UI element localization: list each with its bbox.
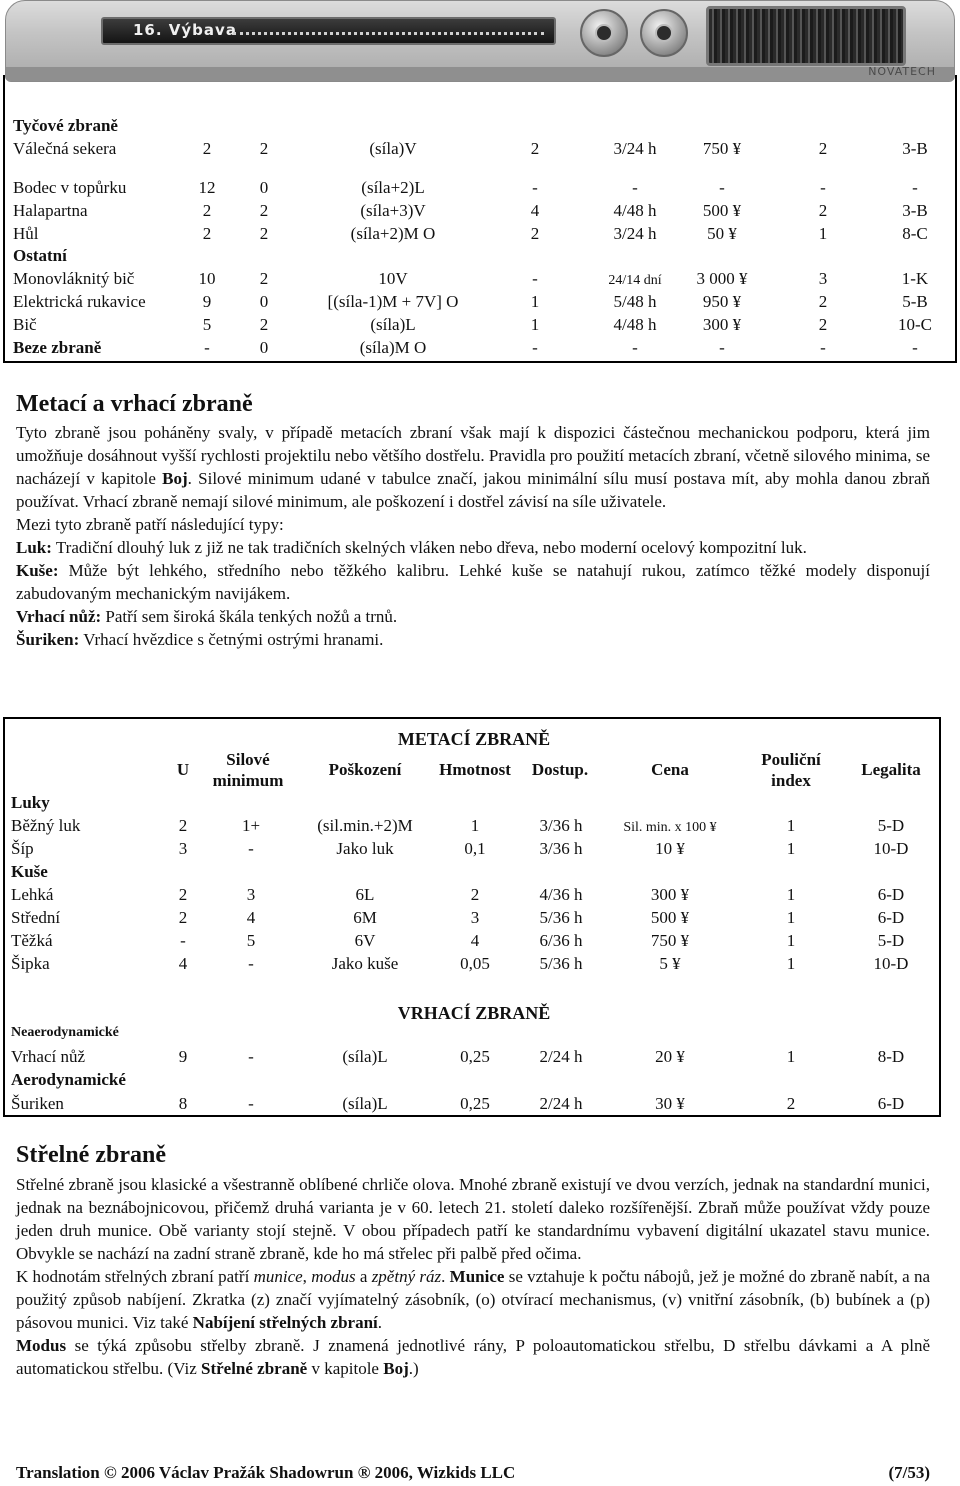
table-cell: 1 <box>530 292 540 311</box>
table-cell: 1 <box>786 816 796 835</box>
table-cell: 3-B <box>902 201 928 220</box>
table-cell: 3/24 h <box>613 139 657 158</box>
table-cell: 5 <box>246 931 256 950</box>
table-cell: 10-D <box>873 839 909 858</box>
table-cell: - <box>532 178 538 197</box>
table-cell: 2 <box>818 201 828 220</box>
table-cell: 10V <box>378 269 408 288</box>
table-cell: 6M <box>353 908 377 927</box>
table-cell: - <box>248 1047 254 1066</box>
table-cell: 2/24 h <box>539 1094 583 1113</box>
table-cell: 6-D <box>877 1094 905 1113</box>
table-cell: 5 ¥ <box>659 954 681 973</box>
table-cell: 750 ¥ <box>702 139 742 158</box>
table-cell: 300 ¥ <box>702 315 742 334</box>
row-label: Vrhací nůž <box>11 1047 86 1066</box>
table-cell: [(síla-1)M + 7V] O <box>327 292 459 311</box>
cross-reference-link: Nabíjení střelných zbraní <box>192 1313 378 1332</box>
table-cell: 20 ¥ <box>655 1047 685 1066</box>
table-cell: - <box>820 178 826 197</box>
table-cell: (síla)L <box>342 1047 388 1066</box>
table-cell: 3/24 h <box>613 224 657 243</box>
table-cell: 5 <box>202 315 212 334</box>
row-label: Běžný luk <box>11 816 81 835</box>
table-cell: 10 ¥ <box>655 839 685 858</box>
row-label: Těžká <box>11 931 53 950</box>
table-cell: 10-D <box>873 954 909 973</box>
table-cell: 3 <box>178 839 188 858</box>
chapter-title-strip <box>101 17 556 45</box>
table-cell: 0 <box>259 292 269 311</box>
table-title-hurl: VRHACÍ ZBRANĚ <box>397 1003 551 1023</box>
table-cell: 6/36 h <box>539 931 583 950</box>
column-header: index <box>771 771 811 790</box>
table-cell: - <box>719 338 725 357</box>
table-cell: 4/36 h <box>539 885 583 904</box>
table-cell: (síla)L <box>370 315 416 334</box>
table-cell: 2 <box>470 885 480 904</box>
table-cell: 4 <box>530 201 540 220</box>
table-cell: 4 <box>178 954 188 973</box>
table-cell: 0,1 <box>464 839 486 858</box>
table-group-heading: Ostatní <box>13 246 67 265</box>
thrown-weapons-text <box>16 421 930 651</box>
row-label: Elektrická rukavice <box>13 292 146 311</box>
table-cell: 1 <box>786 839 796 858</box>
table-cell: (síla)V <box>369 139 417 158</box>
table-cell: 1 <box>786 1047 796 1066</box>
ranged-weapons-table <box>3 717 941 1117</box>
table-cell: 5/48 h <box>613 292 657 311</box>
table-cell: 2 <box>818 315 828 334</box>
table-cell: 8 <box>178 1094 188 1113</box>
table-cell: 1-K <box>901 269 929 288</box>
table-cell: 2 <box>202 139 212 158</box>
list-item: Kuše: Může být lehkého, středního nebo těžkého kalibru. Lehké kuše se natahují rukou, zatímco těžké modely disponují zabudovaným mechanickým navijákem. <box>16 561 930 603</box>
column-header: Cena <box>651 760 689 779</box>
table-cell: 1 <box>530 315 540 334</box>
table-cell: 3 <box>818 269 828 288</box>
table-cell: 3 <box>470 908 480 927</box>
device-screen-image <box>706 6 906 66</box>
chapter-title: 16. Výbava <box>133 21 237 39</box>
table-cell: 950 ¥ <box>702 292 742 311</box>
section-heading-thrown: Metací a vrhací zbraně <box>16 391 253 417</box>
table-cell: - <box>248 839 254 858</box>
table-cell: 8-C <box>902 224 928 243</box>
paragraph: Střelné zbraně jsou klasické a všestranně oblíbené chrliče olova. Mnohé zbraně existují ve dvou verzích, jednak na standardní munici, jednak na beznábojnicovou, přičemž druhá varianta je v 60. letech 21. století daleko rozšířenější. Zbraň může používat vždy pouze jeden druh munice. Obě varianty stojí stejně. V obou případech patří ke standardnímu vybavení digitální ukazatel stavu munice. Obvykle se nachází na zadní straně zbraně, kde ho má střelec při palbě před očima. <box>16 1175 930 1263</box>
table-cell: 500 ¥ <box>650 908 690 927</box>
row-label: Šuriken <box>11 1094 64 1113</box>
table-cell: 300 ¥ <box>650 885 690 904</box>
table-cell: 4/48 h <box>613 201 657 220</box>
table-cell: 12 <box>198 178 216 197</box>
table-cell: - <box>912 338 918 357</box>
section-heading-firearms: Střelné zbraně <box>16 1142 166 1168</box>
column-header: Dostup. <box>531 760 589 779</box>
column-header: Legalita <box>861 760 921 779</box>
column-header: Pouliční <box>761 750 821 769</box>
row-label: Lehká <box>11 885 54 904</box>
melee-weapons-table <box>3 75 957 363</box>
list-item: Šuriken: Vrhací hvězdice s četnými ostrými hranami. <box>16 630 384 649</box>
table-cell: 6-D <box>877 885 905 904</box>
table-group-heading: Kuše <box>11 862 48 881</box>
table-cell: 2 <box>259 315 269 334</box>
table-cell: 9 <box>178 1047 188 1066</box>
table-cell: - <box>248 954 254 973</box>
table-cell: 3/36 h <box>539 816 583 835</box>
column-header: Silové <box>226 750 270 769</box>
table-cell: 1 <box>786 931 796 950</box>
table-cell: (sil.min.+2)M <box>317 816 413 835</box>
table-cell: 0,05 <box>460 954 490 973</box>
table-group-heading: Neaerodynamické <box>11 1025 119 1040</box>
table-cell: - <box>532 269 538 288</box>
table-cell: 3/36 h <box>539 839 583 858</box>
table-cell: 30 ¥ <box>655 1094 685 1113</box>
paragraph: Mezi tyto zbraně patří následující typy: <box>16 515 284 534</box>
table-cell: - <box>204 338 210 357</box>
table-cell: 0 <box>259 178 269 197</box>
table-cell: 2 <box>818 292 828 311</box>
column-header: Hmotnost <box>439 760 511 779</box>
copyright-credit: Translation © 2006 Václav Pražák Shadowrun ® 2006, Wizkids LLC <box>16 1463 516 1482</box>
table-cell: 0,25 <box>460 1047 490 1066</box>
table-cell: 5-D <box>877 816 905 835</box>
table-cell: (síla+3)V <box>360 201 426 220</box>
table-cell: - <box>632 338 638 357</box>
table-cell: 6V <box>354 931 376 950</box>
table-cell: - <box>912 178 918 197</box>
row-label: Monovláknitý bič <box>13 269 135 288</box>
table-cell: 1+ <box>241 816 261 835</box>
table-cell: 2 <box>818 139 828 158</box>
table-cell: (síla)L <box>342 1094 388 1113</box>
table-cell: 2 <box>259 269 269 288</box>
table-cell: 24/14 dní <box>608 273 662 288</box>
table-cell: 2 <box>786 1094 796 1113</box>
page-number: (7/53) <box>888 1463 930 1482</box>
table-cell: - <box>248 1094 254 1113</box>
table-cell: 2 <box>178 816 188 835</box>
table-cell: 10-C <box>898 315 932 334</box>
table-cell: 2/24 h <box>539 1047 583 1066</box>
brand-logo: NOVATECH <box>868 65 936 78</box>
table-cell: 0 <box>259 338 269 357</box>
table-cell: - <box>820 338 826 357</box>
table-cell: 6-D <box>877 908 905 927</box>
column-header: minimum <box>212 771 284 790</box>
table-cell: 6L <box>355 885 375 904</box>
table-cell: 0,25 <box>460 1094 490 1113</box>
table-cell: Jako kuše <box>331 954 399 973</box>
table-cell: 2 <box>530 139 540 158</box>
table-cell: 3-B <box>902 139 928 158</box>
table-cell: 5-B <box>902 292 928 311</box>
table-cell: - <box>632 178 638 197</box>
table-cell: 1 <box>786 954 796 973</box>
table-cell: 9 <box>202 292 212 311</box>
row-label: Střední <box>11 908 61 927</box>
row-label: Válečná sekera <box>13 139 117 158</box>
table-cell: 2 <box>202 224 212 243</box>
table-cell: 2 <box>178 885 188 904</box>
table-cell: Jako luk <box>336 839 394 858</box>
table-cell: (síla+2)L <box>361 178 425 197</box>
table-cell: 2 <box>259 201 269 220</box>
table-cell: 2 <box>259 224 269 243</box>
table-cell: 4/48 h <box>613 315 657 334</box>
row-label: Bodec v topůrku <box>13 178 127 197</box>
firearms-text <box>16 1173 930 1380</box>
table-cell: (síla+2)M O <box>350 224 436 243</box>
column-header: Poškození <box>328 760 402 779</box>
table-cell: - <box>180 931 186 950</box>
table-cell: 1 <box>470 816 480 835</box>
row-label: Hůl <box>13 224 39 243</box>
table-cell: - <box>719 178 725 197</box>
list-item: Vrhací nůž: Patří sem široká škála tenkých nožů a trnů. <box>16 607 398 626</box>
table-cell: 2 <box>259 139 269 158</box>
row-label: Šipka <box>11 954 50 973</box>
table-title-throw: METACÍ ZBRANĚ <box>397 729 551 749</box>
table-cell: 2 <box>530 224 540 243</box>
list-item: Luk: Tradiční dlouhý luk z již ne tak tradičních skelných vláken nebo dřeva, nebo moderní ocelový kompozitní luk. <box>16 538 807 557</box>
table-cell: 10 <box>198 269 216 288</box>
table-group-heading: Luky <box>11 793 50 812</box>
title-dots-decoration <box>233 32 544 35</box>
table-cell: 3 000 ¥ <box>696 269 748 288</box>
table-cell: 4 <box>470 931 480 950</box>
table-group-heading: Tyčové zbraně <box>13 116 118 135</box>
row-label: Šíp <box>11 839 34 858</box>
table-cell: 2 <box>178 908 188 927</box>
table-cell: 50 ¥ <box>707 224 737 243</box>
column-header: U <box>176 760 190 779</box>
row-label: Bič <box>13 315 37 334</box>
table-cell: 4 <box>246 908 256 927</box>
row-label: Halapartna <box>13 201 88 220</box>
paragraph: K hodnotám střelných zbraní patří munice, modus a zpětný ráz. Munice se vztahuje k počtu nábojů, jež je možné do zbraně nabít, a na použitý způsob nabíjení. Zkratka (z) značí vyjímatelný zásobník, (o) otvírací mechanismus, (v) vnitřní zásobník, (b) bubínek a (p) pásovou munici. Viz také Nabíjení střelných zbraní. <box>16 1267 931 1332</box>
table-cell: 1 <box>786 885 796 904</box>
dial-knob-icon <box>580 9 628 57</box>
table-cell: Sil. min. x 100 ¥ <box>623 820 717 835</box>
paragraph: Tyto zbraně jsou poháněny svaly, v případě metacích zbraní však mají k dispozici částečnou mechanickou podporu, která jim umožňuje dosáhnout vyšší rychlosti projektilu nebo většího dostřelu. Pravidla pro použití metacích zbraní, včetně silového minima, se nacházejí v kapitole Boj. Silové minimum udané v tabulce značí, jakou minimální sílu musí postava mít, aby mohla danou zbraň používat. Vrhací zbraně nemají silové minimum, ale poškození i dostřel závisí na síle uživatele. <box>16 423 931 511</box>
table-cell: 750 ¥ <box>650 931 690 950</box>
table-cell: 5/36 h <box>539 908 583 927</box>
table-cell: 1 <box>786 908 796 927</box>
table-cell: 5/36 h <box>539 954 583 973</box>
table-cell: 1 <box>818 224 828 243</box>
page-footer <box>16 1463 930 1483</box>
table-group-heading: Aerodynamické <box>11 1070 126 1089</box>
header-banner <box>5 0 955 82</box>
table-cell: - <box>532 338 538 357</box>
table-cell: 3 <box>246 885 256 904</box>
table-cell: (síla)M O <box>359 338 427 357</box>
table-cell: 500 ¥ <box>702 201 742 220</box>
table-cell: 8-D <box>877 1047 905 1066</box>
row-label: Beze zbraně <box>13 338 102 357</box>
table-cell: 2 <box>202 201 212 220</box>
dial-knob-icon <box>640 9 688 57</box>
table-cell: 5-D <box>877 931 905 950</box>
paragraph: Modus se týká způsobu střelby zbraně. J znamená jednotlivé rány, P poloautomatickou střelbu, D střelbu dávkami a A plně automatickou střelbu. (Viz Střelné zbraně v kapitole Boj.) <box>16 1336 930 1378</box>
